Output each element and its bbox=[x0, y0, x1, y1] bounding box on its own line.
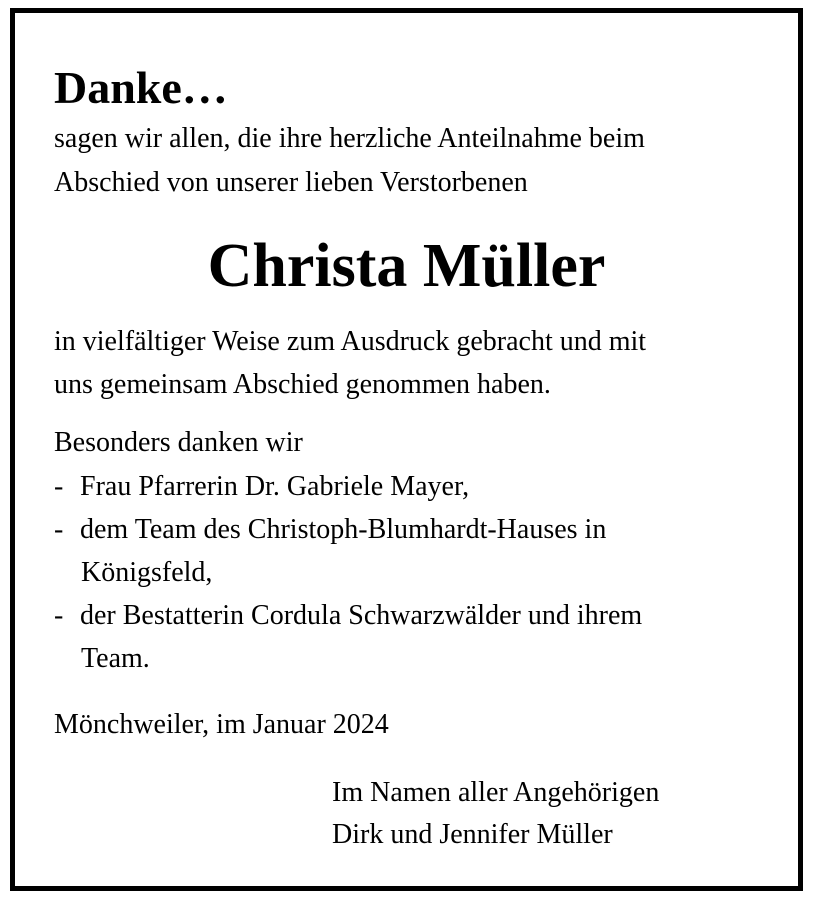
thanks-item-continuation: Königsfeld, bbox=[81, 557, 213, 588]
intro-line-2: Abschied von unserer lieben Verstorbenen bbox=[54, 167, 528, 198]
intro-line-1: sagen wir allen, die ihre herzliche Anteilnahme beim bbox=[54, 123, 645, 154]
thanks-item-continuation: Team. bbox=[81, 643, 150, 674]
list-dash: - bbox=[54, 514, 64, 545]
body-line-1: in vielfältiger Weise zum Ausdruck gebracht und mit bbox=[54, 326, 647, 357]
deceased-name: Christa Müller bbox=[207, 232, 606, 300]
heading-danke: Danke… bbox=[54, 62, 228, 113]
thanks-item-text: der Bestatterin Cordula Schwarzwälder und ihrem bbox=[80, 600, 643, 631]
thanks-item bbox=[54, 596, 642, 636]
thanks-item-text: dem Team des Christoph-Blumhardt-Hauses in bbox=[80, 514, 607, 545]
thanks-item-text: Frau Pfarrerin Dr. Gabriele Mayer, bbox=[80, 471, 470, 502]
place-date: Mönchweiler, im Januar 2024 bbox=[54, 709, 389, 740]
body-line-2: uns gemeinsam Abschied genommen haben. bbox=[54, 369, 551, 400]
signature-line-2: Dirk und Jennifer Müller bbox=[332, 819, 613, 850]
list-dash: - bbox=[54, 600, 64, 631]
thanks-item bbox=[54, 467, 469, 507]
thanks-item bbox=[54, 510, 606, 550]
signature-line-1: Im Namen aller Angehörigen bbox=[332, 777, 660, 808]
thanks-intro: Besonders danken wir bbox=[54, 427, 303, 458]
list-dash: - bbox=[54, 471, 64, 502]
